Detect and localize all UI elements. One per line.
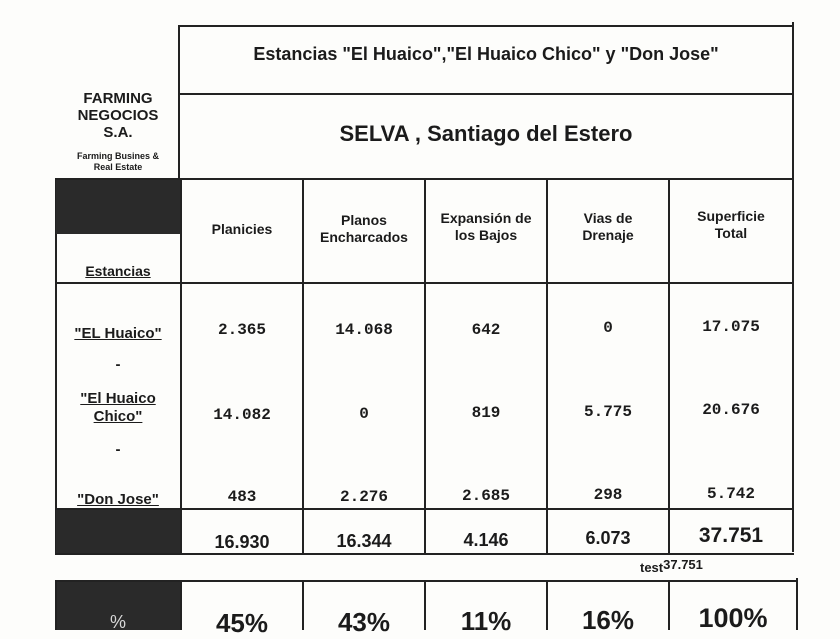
table-cell: 17.075	[702, 318, 760, 336]
company-subtitle-line: Farming Busines &	[76, 151, 159, 161]
company-name-line: FARMING	[83, 90, 153, 107]
test-note-value: 37.751	[663, 557, 703, 572]
header-dark-block	[56, 180, 180, 234]
company-name	[56, 90, 180, 141]
row-label-line: "Don Jose"	[77, 491, 159, 508]
location-title: SELVA , Santiago del Estero	[339, 121, 633, 146]
table-cell: 0	[603, 319, 613, 337]
company-name-line: NEGOCIOS	[77, 107, 159, 124]
table-cell: 2.365	[217, 321, 266, 339]
header-divider	[180, 93, 794, 95]
table-cell: 0	[359, 405, 369, 423]
row-separator: -	[115, 441, 121, 458]
row-label-line: Chico"	[93, 408, 143, 425]
percent-cell: 45%	[215, 608, 269, 638]
table-bottom-border	[56, 553, 794, 555]
column-header-line: Planicies	[211, 221, 273, 237]
table-cell: 14.082	[213, 406, 271, 424]
percent-cell: 11%	[460, 606, 512, 636]
row-label-line: "El Huaico	[80, 390, 156, 407]
column-header-line: Total	[714, 225, 748, 241]
company-subtitle-line: Real Estate	[93, 162, 143, 172]
table-cell: 2.685	[461, 487, 510, 505]
column-header-vias	[548, 210, 668, 244]
total-cell: 6.073	[585, 528, 631, 548]
company-name-line: S.A.	[103, 124, 133, 141]
table-cell: 642	[471, 321, 501, 339]
column-header-planicies	[182, 221, 302, 238]
total-cell: 4.146	[463, 530, 509, 550]
header-right-border	[792, 22, 794, 552]
total-cell: 37.751	[698, 524, 764, 547]
test-note	[640, 557, 703, 575]
percent-cell: 16%	[581, 605, 635, 635]
estates-title: Estancias "El Huaico","El Huaico Chico" y "Don Jose"	[253, 44, 719, 64]
row-separator: -	[115, 356, 121, 373]
row-label-el-huaico	[58, 325, 178, 342]
header-top-border	[180, 25, 794, 27]
percent-table-right	[796, 578, 798, 630]
table-cell: 5.775	[583, 403, 632, 421]
table-cell: 2.276	[339, 488, 388, 506]
table-cell: 298	[593, 486, 623, 504]
table-cell: 483	[227, 488, 257, 506]
company-subtitle	[50, 151, 186, 173]
table-cell: 20.676	[702, 401, 760, 419]
percent-cell: 43%	[337, 607, 391, 637]
row-label-el-huaico-chico	[58, 390, 178, 426]
row-label-line: "EL Huaico"	[74, 325, 162, 342]
column-header-line: Expansión de	[440, 210, 532, 226]
column-header-superficie	[670, 208, 792, 242]
total-cell: 16.930	[214, 532, 270, 552]
percent-cell: 100%	[698, 603, 768, 633]
column-header-line: Encharcados	[320, 229, 408, 245]
row-header-label: Estancias	[85, 263, 151, 279]
percent-label: %	[109, 612, 126, 632]
column-header-planos	[304, 212, 424, 246]
table-cell: 14.068	[335, 321, 393, 339]
test-note-prefix: test	[640, 560, 664, 575]
column-header-expansion	[426, 210, 546, 244]
total-cell: 16.344	[336, 531, 392, 551]
column-header-line: Drenaje	[582, 227, 634, 243]
totals-dark-block	[56, 510, 180, 553]
table-cell: 5.742	[706, 485, 755, 503]
column-header-line: los Bajos	[454, 227, 518, 243]
table-left-border	[55, 178, 57, 555]
row-label-don-jose	[58, 491, 178, 508]
column-header-line: Planos	[341, 212, 387, 228]
column-header-line: Superficie	[697, 208, 765, 224]
column-header-line: Vias de	[583, 210, 633, 226]
table-cell: 819	[471, 404, 501, 422]
